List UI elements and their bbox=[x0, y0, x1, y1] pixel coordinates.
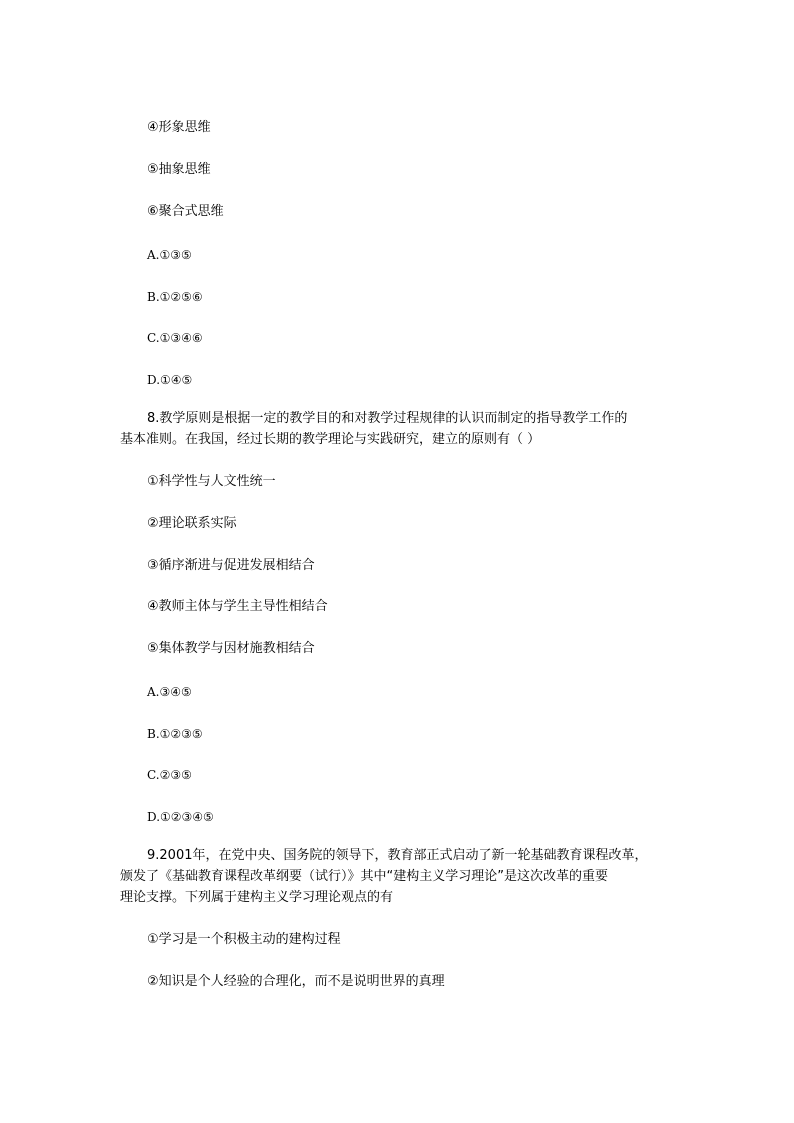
option-line: ②知识是个人经验的合理化，而不是说明世界的真理 bbox=[147, 974, 445, 989]
question-9-stem-cont: 理论支撑。下列属于建构主义学习理论观点的有 bbox=[120, 890, 394, 905]
option-line: ⑤抽象思维 bbox=[147, 162, 211, 177]
answer-choice-d: D.①④⑤ bbox=[147, 373, 193, 387]
answer-choice-a: A.③④⑤ bbox=[147, 685, 192, 699]
option-line: ④教师主体与学生主导性相结合 bbox=[147, 599, 328, 614]
question-8-stem: 8.教学原则是根据一定的教学目的和对教学过程规律的认识而制定的指导教学工作的 bbox=[147, 411, 628, 426]
question-9-stem-cont: 颁发了《基础教育课程改革纲要（试行）》其中“建构主义学习理论”是这次改革的重要 bbox=[120, 869, 608, 884]
answer-choice-c: C.①③④⑥ bbox=[147, 331, 203, 345]
question-9-stem: 9.2001年，在党中央、国务院的领导下，教育部正式启动了新一轮基础教育课程改革， bbox=[147, 848, 648, 863]
answer-choice-d: D.①②③④⑤ bbox=[147, 810, 214, 824]
answer-choice-b: B.①②⑤⑥ bbox=[147, 290, 203, 304]
option-line: ①科学性与人文性统一 bbox=[147, 474, 276, 489]
option-line: ③循序渐进与促进发展相结合 bbox=[147, 558, 315, 573]
question-8-stem-cont: 基本准则。在我国，经过长期的教学理论与实践研究，建立的原则有（ ） bbox=[120, 432, 541, 447]
answer-choice-c: C.②③⑤ bbox=[147, 768, 192, 782]
answer-choice-b: B.①②③⑤ bbox=[147, 727, 203, 741]
option-line: ⑤集体教学与因材施教相结合 bbox=[147, 641, 315, 656]
answer-choice-a: A.①③⑤ bbox=[147, 248, 192, 262]
option-line: ⑥聚合式思维 bbox=[147, 204, 224, 219]
option-line: ①学习是一个积极主动的建构过程 bbox=[147, 932, 341, 947]
option-line: ④形象思维 bbox=[147, 120, 211, 135]
option-line: ②理论联系实际 bbox=[147, 516, 237, 531]
